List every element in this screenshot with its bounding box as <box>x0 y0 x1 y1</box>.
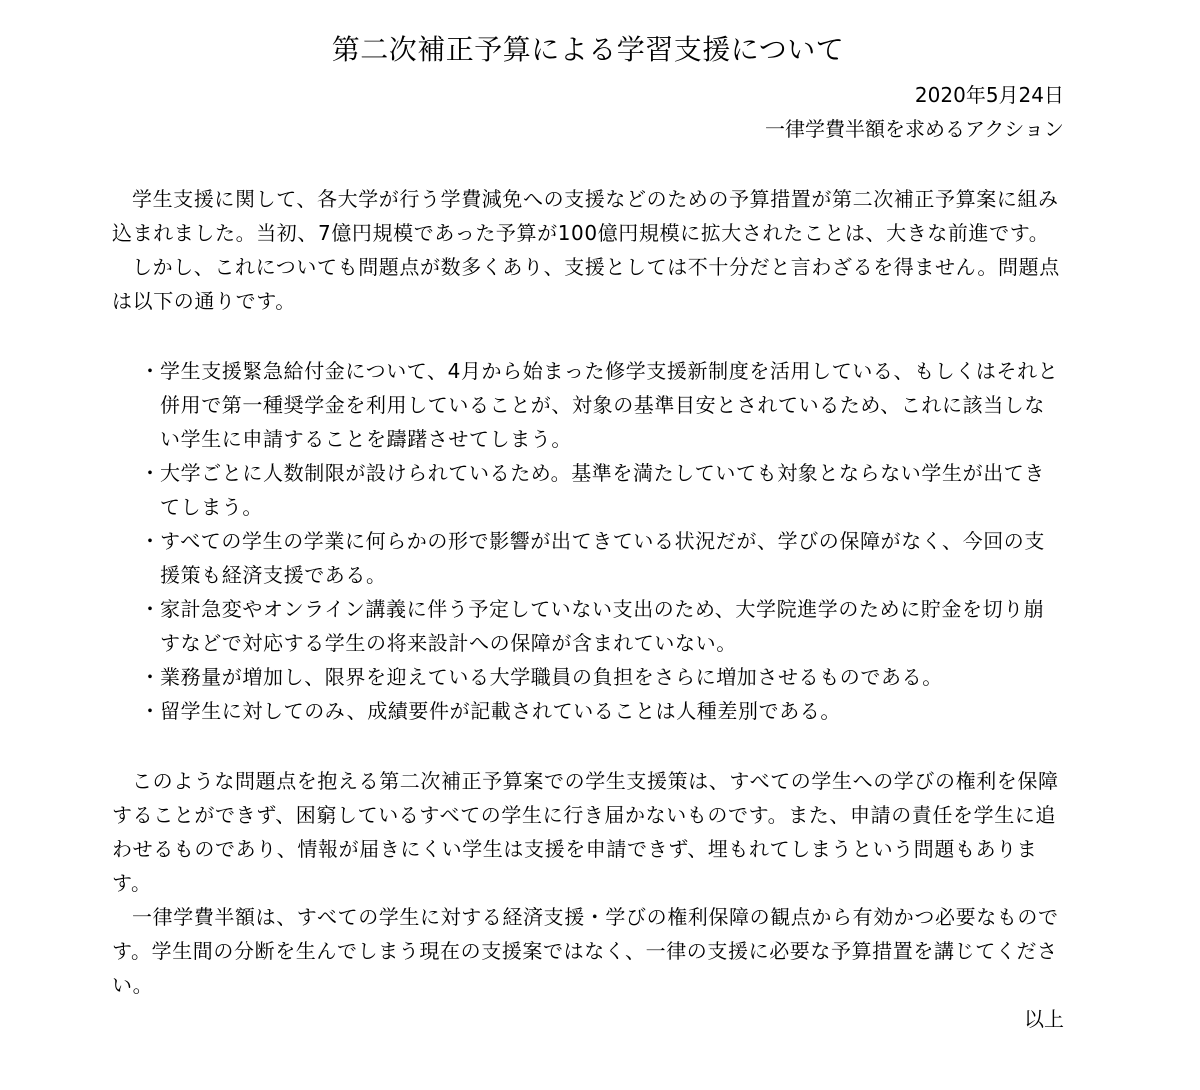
issue-item <box>140 456 1064 524</box>
conclusion-paragraph: 一律学費半額は、すべての学生に対する経済支援・学びの権利保障の観点から有効かつ必要なものです。学生間の分断を生んでしまう現在の支援案ではなく、一律の支援に必要な予算措置を講じてください。 <box>112 905 1059 997</box>
bullet-mark: ・ <box>140 529 161 553</box>
spacer <box>112 728 1064 764</box>
spacer <box>112 146 1064 182</box>
bullet-mark: ・ <box>140 699 161 723</box>
issue-text: すべての学生の学業に何らかの形で影響が出てきている状況だが、学びの保障がなく、今回の支援策も経済支援である。 <box>160 529 1045 587</box>
issue-list <box>112 354 1064 728</box>
bullet-mark: ・ <box>140 461 161 485</box>
issue-item <box>140 354 1064 456</box>
document-organization: 一律学費半額を求めるアクション <box>765 117 1064 141</box>
issue-text: 業務量が増加し、限界を迎えている大学職員の負担をさらに増加させるものである。 <box>160 665 943 689</box>
issue-item <box>140 694 1064 728</box>
document-date: 2020年5月24日 <box>914 83 1064 107</box>
issue-item <box>140 660 1064 694</box>
bullet-mark: ・ <box>140 597 161 621</box>
bullet-mark: ・ <box>140 665 161 689</box>
closing-text: 以上 <box>1024 1007 1064 1031</box>
conclusion-paragraph: このような問題点を抱える第二次補正予算案での学生支援策は、すべての学生への学びの権利を保障することができず、困窮しているすべての学生に行き届かないものです。また、申請の責任を学生に追わせるものであり、情報が届きにくい学生は支援を申請できず、埋もれてしまうという問題もあります。 <box>112 769 1059 895</box>
document-page <box>112 30 1064 1036</box>
intro-paragraph: しかし、これについても問題点が数多くあり、支援としては不十分だと言わざるを得ません。問題点は以下の通りです。 <box>112 255 1060 313</box>
issue-text: 留学生に対してのみ、成績要件が記載されていることは人種差別である。 <box>160 699 841 723</box>
intro-paragraph: 学生支援に関して、各大学が行う学費減免への支援などのための予算措置が第二次補正予算案に組み込まれました。当初、7億円規模であった予算が100億円規模に拡大されたことは、大きな前進です。 <box>112 187 1059 245</box>
issue-item <box>140 592 1064 660</box>
issue-item <box>140 524 1064 592</box>
bullet-mark: ・ <box>140 359 161 383</box>
issue-text: 家計急変やオンライン講義に伴う予定していない支出のため、大学院進学のために貯金を切り崩すなどで対応する学生の将来設計への保障が含まれていない。 <box>160 597 1045 655</box>
document-title: 第二次補正予算による学習支援について <box>331 33 845 66</box>
issue-text: 大学ごとに人数制限が設けられているため。基準を満たしていても対象とならない学生が出てきてしまう。 <box>160 461 1045 519</box>
spacer <box>112 318 1064 354</box>
issue-text: 学生支援緊急給付金について、4月から始まった修学支援新制度を活用している、もしくはそれと併用で第一種奨学金を利用していることが、対象の基準目安とされているため、これに該当しない学生に申請することを躊躇させてしまう。 <box>160 359 1059 451</box>
